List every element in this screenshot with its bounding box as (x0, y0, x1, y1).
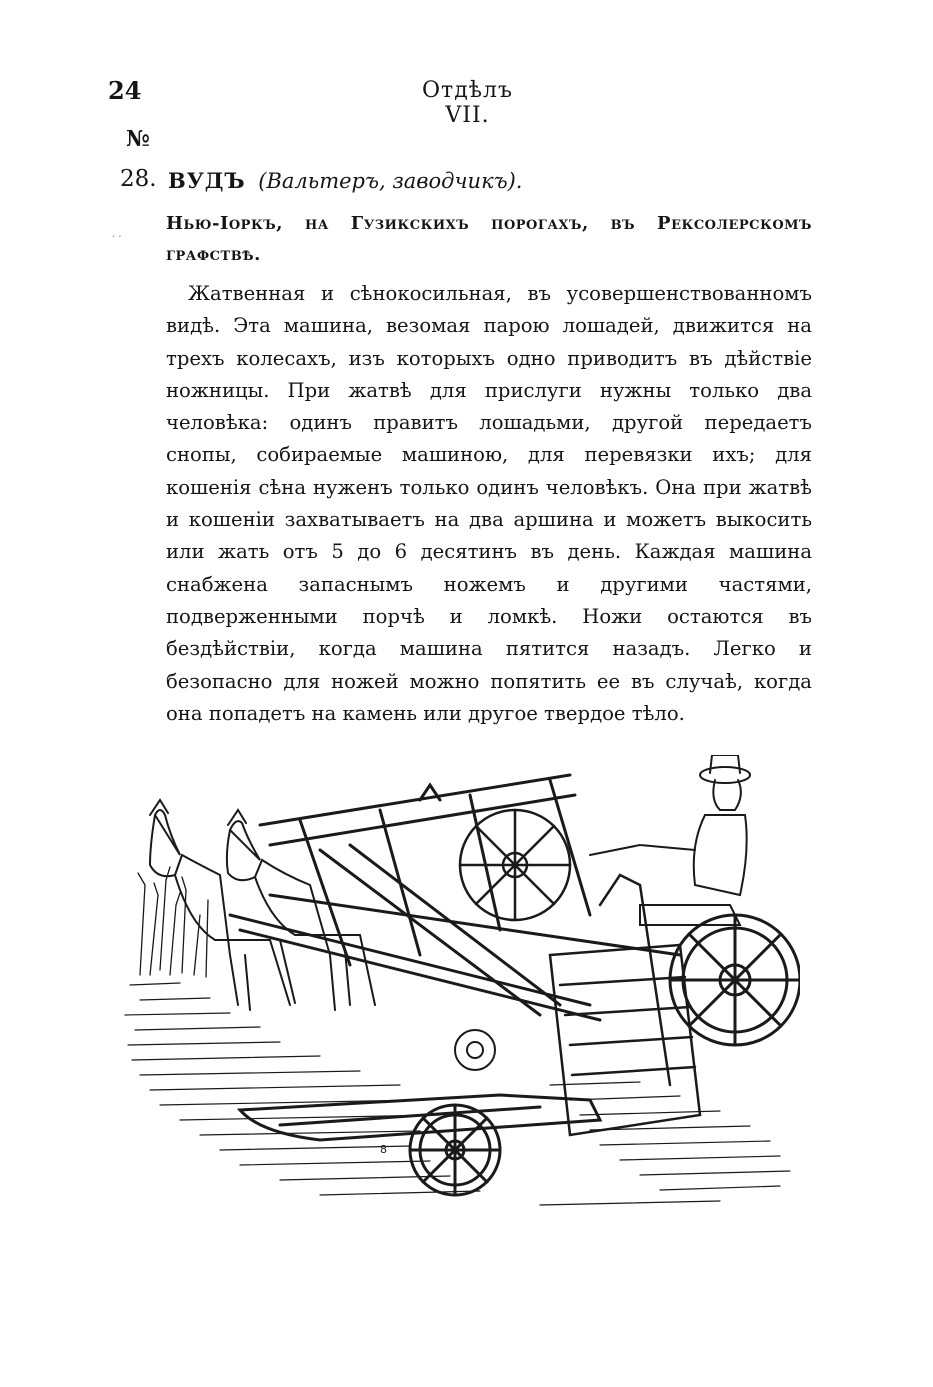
section-title: Отдѣлъ VII. (422, 78, 513, 128)
margin-speck: · · (112, 232, 122, 243)
entry-meta: (Вальтеръ, заводчикъ). (258, 169, 523, 193)
gear-wheel (455, 1030, 495, 1070)
reaper-illustration (120, 755, 800, 1220)
page-number: 24 (108, 76, 142, 105)
entry-name: ВУДЪ (168, 168, 246, 193)
entry-number: 28. (120, 166, 157, 192)
entry-description: Жатвенная и сѣнокосильная, въ усовершенствованномъ видѣ. Эта машина, везомая парою лошадей, движится на трехъ колесахъ, изъ которыхъ одно приводитъ въ дѣйствіе ножницы. При жатвѣ для прислуги нужны только два человѣка: одинъ правитъ лошадьми, другой передаетъ снопы, собираемые машиною, для перевязки ихъ; для кошенія сѣна нуженъ только одинъ человѣкъ. Она при жатвѣ и кошеніи захватываетъ на два аршина и можетъ выкосить или жать отъ 5 до 6 десятинъ въ день. Каждая машина снабжена запаснымъ ножемъ и другими частями, подверженными порчѣ и ломкѣ. Ножи остаются въ бездѣйствіи, когда машина пятится назадъ. Легко и безопасно для ножей можно попятить ее въ случаѣ, когда она попадетъ на камень или другое твердое тѣло. (166, 282, 812, 725)
front-wheel (410, 1105, 500, 1195)
reaper-engraving (120, 755, 800, 1220)
entry-heading (168, 168, 522, 193)
wheel-marking: 8 (380, 1143, 387, 1156)
horse-left (150, 800, 295, 1010)
numero-sign: № (126, 126, 150, 152)
reel-frame (230, 775, 680, 1020)
driver-figure (590, 755, 750, 925)
entry-location: Нью-Іоркъ, на Гузикскихъ порогахъ, въ Рексолерскомъ графствѣ. (166, 213, 812, 265)
drive-wheel (460, 810, 570, 920)
ground-hatching (125, 983, 790, 1205)
